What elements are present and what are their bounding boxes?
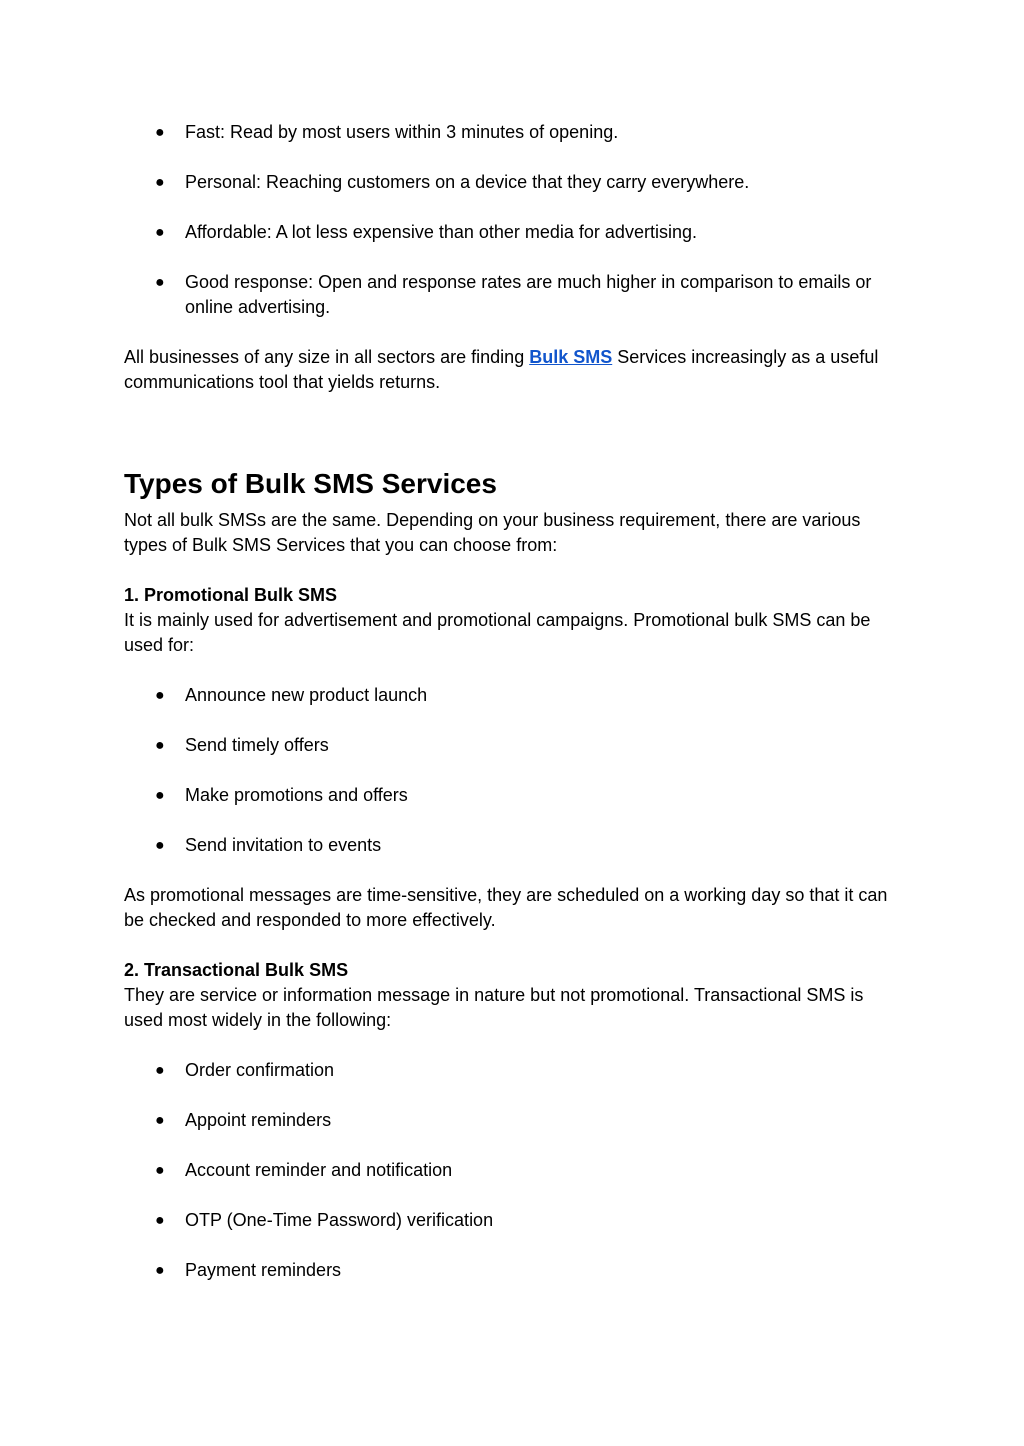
section-heading: Types of Bulk SMS Services: [124, 468, 497, 499]
list-item-text: Order confirmation: [185, 1060, 335, 1080]
list-item: [124, 170, 904, 195]
bullet-icon: ●: [155, 1062, 165, 1079]
list-item-text: Send timely offers: [185, 735, 329, 755]
bullet-icon: ●: [155, 1262, 165, 1279]
list-item-text: Good response: Open and response rates are much higher in comparison to emails or online advertising.: [185, 272, 872, 317]
list-item-text: Fast: Read by most users within 3 minutes of opening.: [185, 122, 619, 142]
promotional-subheading: 1. Promotional Bulk SMS: [124, 585, 338, 605]
bullet-icon: ●: [155, 174, 165, 191]
list-item: [124, 683, 904, 708]
list-item: [124, 833, 904, 858]
list-item: [124, 220, 904, 245]
bullet-icon: ●: [155, 224, 165, 241]
list-item-text: Send invitation to events: [185, 835, 382, 855]
list-item: [124, 1158, 904, 1183]
bullet-icon: ●: [155, 124, 165, 141]
bullet-icon: ●: [155, 1112, 165, 1129]
list-item-text: Affordable: A lot less expensive than other media for advertising.: [185, 222, 697, 242]
document-page: [124, 120, 904, 1308]
transactional-subheading: 2. Transactional Bulk SMS: [124, 960, 349, 980]
spacer: [124, 501, 904, 508]
list-item-text: Make promotions and offers: [185, 785, 408, 805]
list-item-text: Account reminder and notification: [185, 1160, 453, 1180]
list-item: [124, 1208, 904, 1233]
transactional-bullet-list: [124, 1058, 904, 1283]
list-item: [124, 1258, 904, 1283]
summary-paragraph: [124, 345, 904, 395]
list-item-text: Personal: Reaching customers on a device that they carry everywhere.: [185, 172, 750, 192]
list-item: [124, 783, 904, 808]
bullet-icon: ●: [155, 837, 165, 854]
list-item-text: Payment reminders: [185, 1260, 342, 1280]
list-item: [124, 270, 904, 320]
bullet-icon: ●: [155, 1162, 165, 1179]
list-item-text: Announce new product launch: [185, 685, 428, 705]
bullet-icon: ●: [155, 737, 165, 754]
summary-text-before: All businesses of any size in all sectors are finding: [124, 347, 530, 367]
promotional-description: It is mainly used for advertisement and promotional campaigns. Promotional bulk SMS can be used for:: [124, 610, 871, 655]
list-item: [124, 733, 904, 758]
transactional-description: They are service or information message in nature but not promotional. Transactional SMS is used most widely in the following:: [124, 985, 864, 1030]
bullet-icon: ●: [155, 787, 165, 804]
intro-bullet-list: [124, 120, 904, 320]
promotional-note: As promotional messages are time-sensitive, they are scheduled on a working day so that it can be checked and responded to more effectively.: [124, 885, 888, 930]
summary-text-after: Services increasingly as a useful communications tool that yields returns.: [124, 347, 879, 392]
bulk-sms-link[interactable]: Bulk SMS: [529, 347, 613, 367]
spacer: [124, 420, 904, 467]
list-item: [124, 1058, 904, 1083]
list-item: [124, 1108, 904, 1133]
bullet-icon: ●: [155, 687, 165, 704]
list-item: [124, 120, 904, 145]
bullet-icon: ●: [155, 1212, 165, 1229]
types-intro-paragraph: Not all bulk SMSs are the same. Depending on your business requirement, there are various types of Bulk SMS Services that you can choose from:: [124, 510, 861, 555]
list-item-text: Appoint reminders: [185, 1110, 332, 1130]
list-item-text: OTP (One-Time Password) verification: [185, 1210, 494, 1230]
promotional-bullet-list: [124, 683, 904, 858]
bullet-icon: ●: [155, 274, 165, 291]
